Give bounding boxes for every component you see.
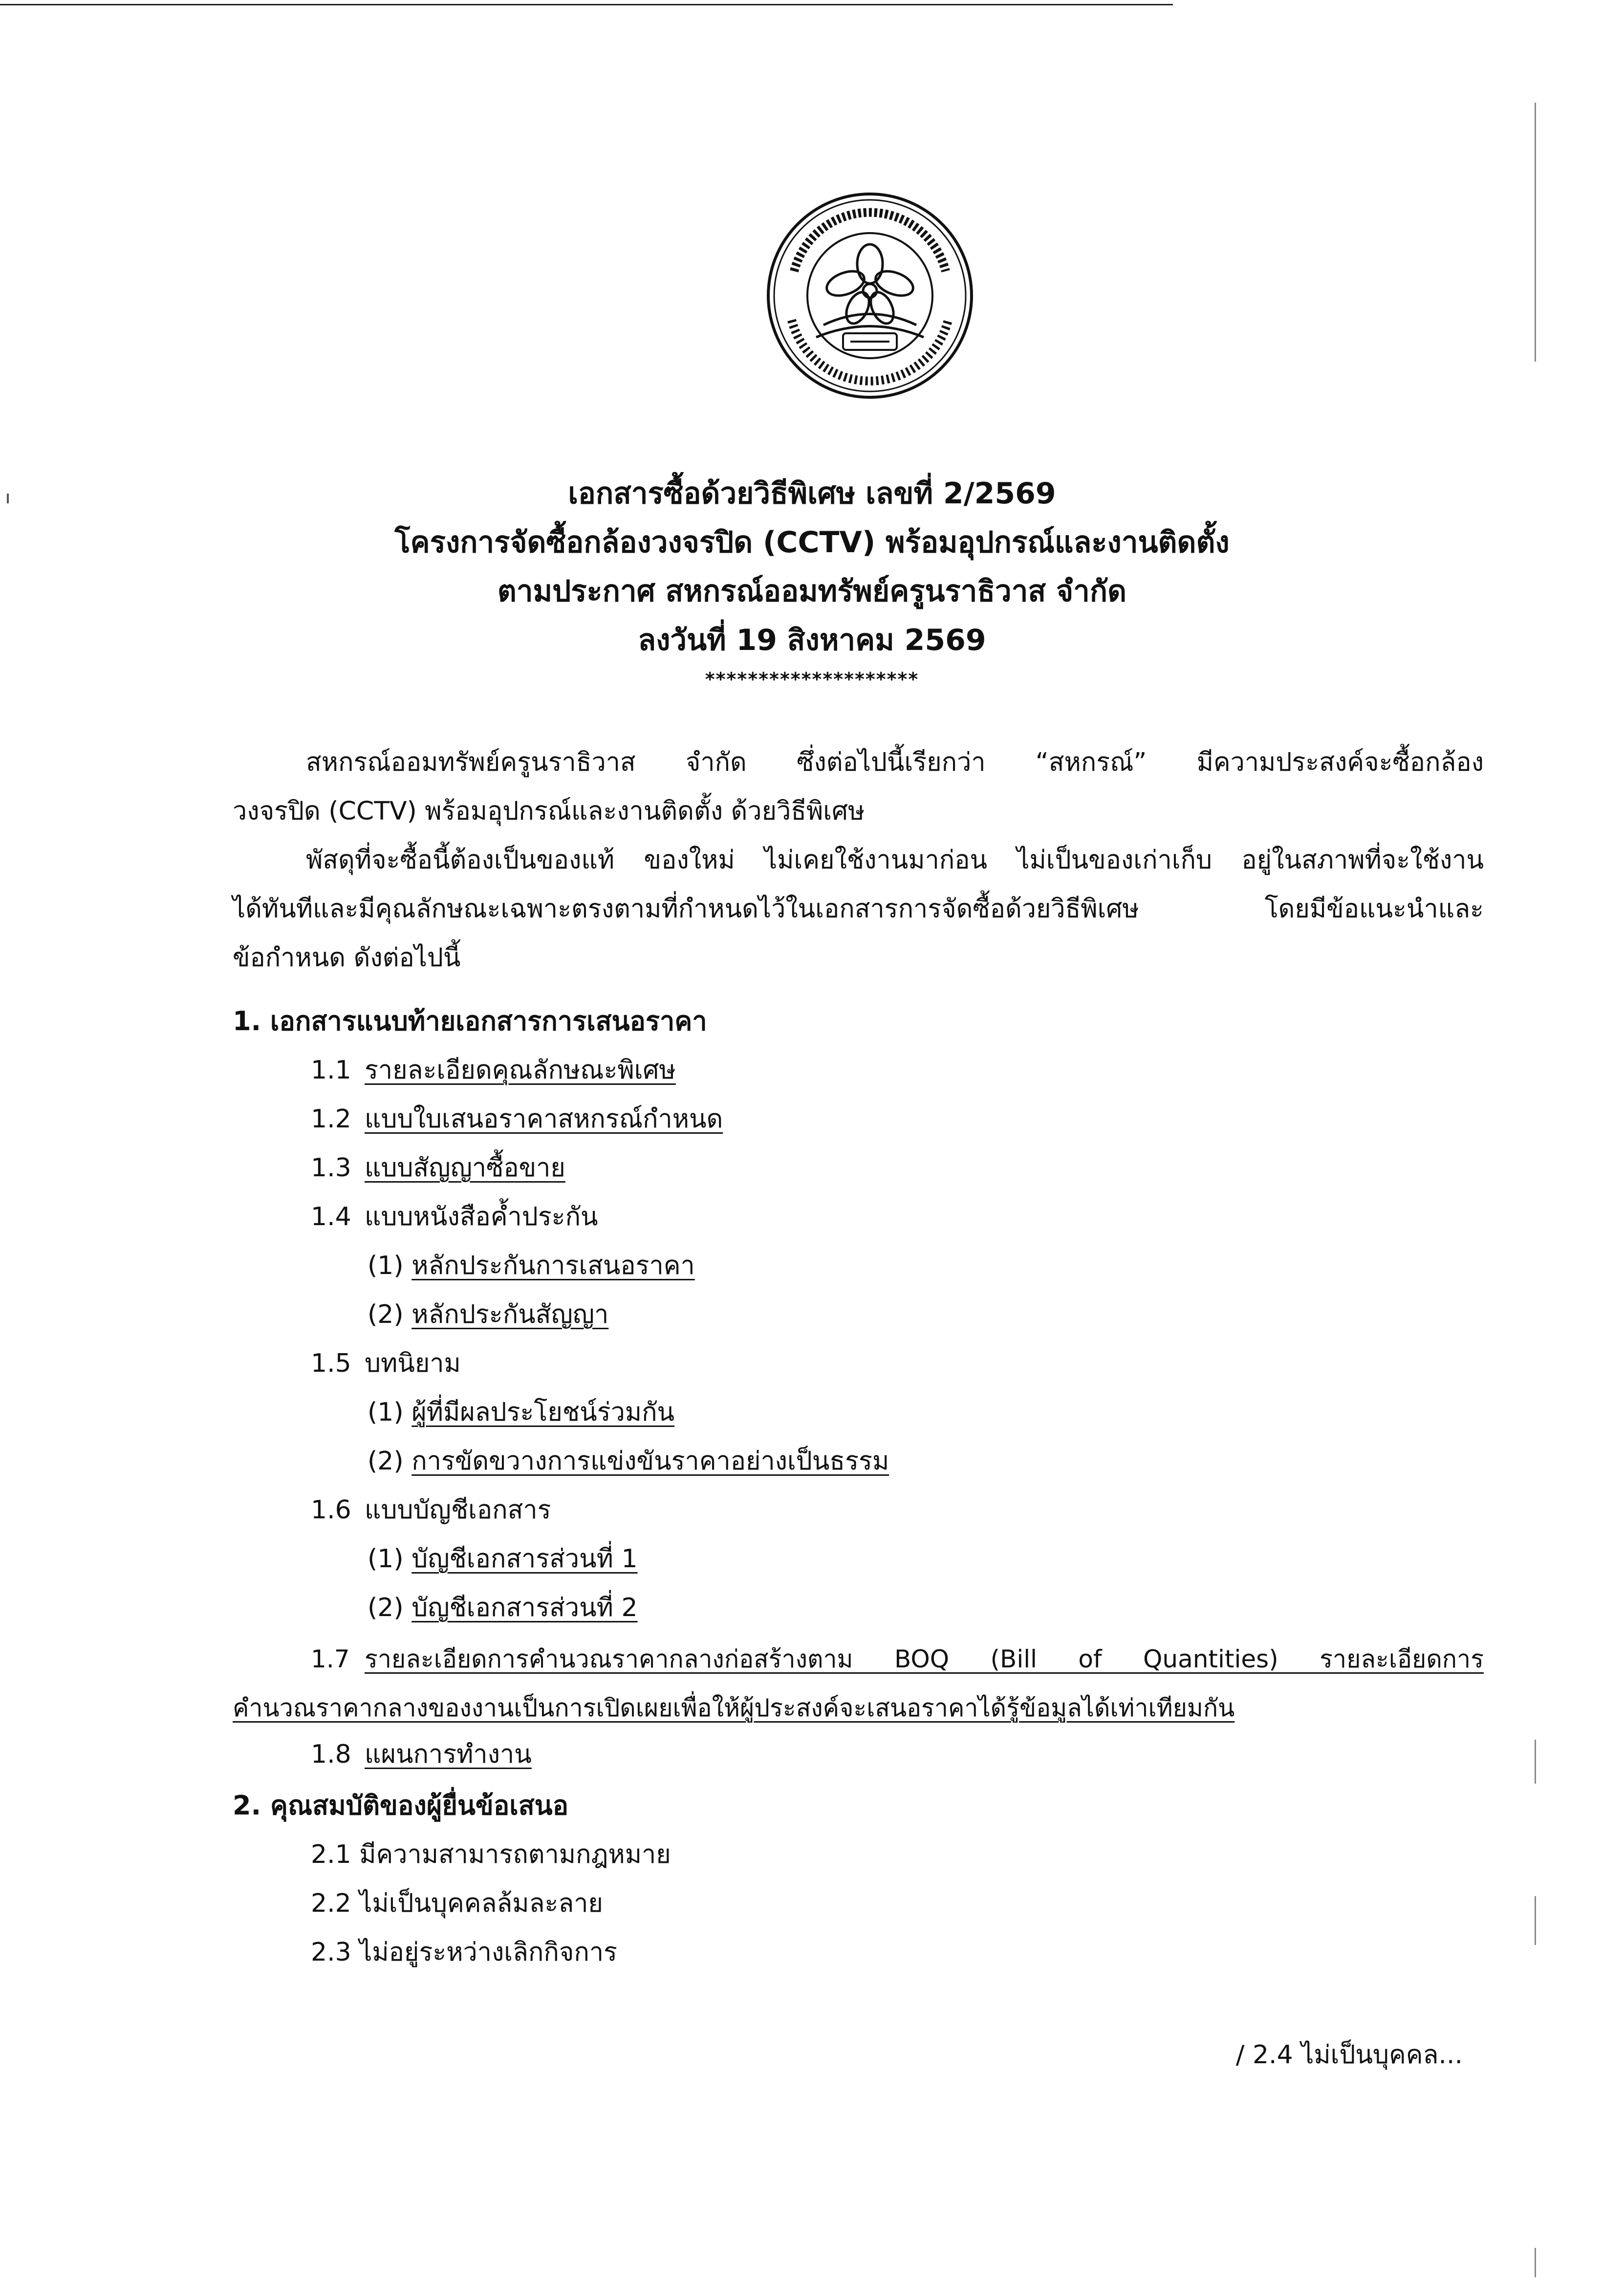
item-number: 1.1 xyxy=(311,1056,351,1085)
intro-paragraph-1 xyxy=(233,738,1484,836)
title-document-number: เอกสารซื้อด้วยวิธีพิเศษ เลขที่ 2/2569 xyxy=(568,476,1056,511)
attachment-link-doc-list-2: บัญชีเอกสารส่วนที่ 2 xyxy=(411,1593,638,1622)
cooperative-seal-logo xyxy=(765,191,975,401)
boq-line2-row xyxy=(233,1684,1484,1732)
attachment-link-common-interest: ผู้ที่มีผลประโยชน์ร่วมกัน xyxy=(411,1398,675,1427)
attachment-link-boq: รายละเอียดการคำนวณราคากลางก่อสร้างตาม BOQ (Bill of Quantities) รายละเอียดการ xyxy=(365,1645,1484,1673)
title-project-name: โครงการจัดซื้อกล้องวงจรปิด (CCTV) พร้อมอุปกรณ์และงานติดตั้ง xyxy=(394,525,1230,560)
qualification-item: 2.2 ไม่เป็นบุคคลล้มละลาย xyxy=(311,1889,603,1918)
intro-paragraph-2 xyxy=(233,836,1484,982)
item-number: 1.2 xyxy=(311,1104,351,1134)
list-item xyxy=(311,1195,598,1239)
subitem-number: (2) xyxy=(368,1593,404,1622)
document-title-block xyxy=(0,469,1624,694)
item-text: บทนิยาม xyxy=(365,1349,461,1378)
item-number: 1.3 xyxy=(311,1153,351,1183)
list-subitem xyxy=(368,1439,889,1483)
list-subitem xyxy=(368,1586,638,1630)
section-2-heading: 2. คุณสมบัติของผู้ยื่นข้อเสนอ xyxy=(233,1790,569,1821)
list-item-boq xyxy=(233,1635,1484,1732)
intro-p1-line2: วงจรปิด (CCTV) พร้อมอุปกรณ์และงานติดตั้ง ด้วยวิธีพิเศษ xyxy=(233,797,865,826)
attachment-link-doc-list-1: บัญชีเอกสารส่วนที่ 1 xyxy=(411,1544,638,1574)
item-number: 1.4 xyxy=(311,1202,351,1231)
title-announcement: ตามประกาศ สหกรณ์ออมทรัพย์ครูนราธิวาส จำกัด xyxy=(497,574,1127,608)
scan-edge-mark xyxy=(1535,1740,1536,1784)
attachment-link-fair-competition: การขัดขวางการแข่งขันราคาอย่างเป็นธรรม xyxy=(411,1447,889,1476)
section-1-heading: 1. เอกสารแนบท้ายเอกสารการเสนอราคา xyxy=(233,1006,707,1037)
item-number: 1.5 xyxy=(311,1349,351,1378)
list-item xyxy=(311,1341,461,1385)
item-number: 1.6 xyxy=(311,1495,351,1525)
intro-p1-line1: สหกรณ์ออมทรัพย์ครูนราธิวาส จำกัด ซึ่งต่อไปนี้เรียกว่า “สหกรณ์” มีความประสงค์จะซื้อกล้อง xyxy=(306,748,1484,777)
item-number: 1.8 xyxy=(311,1740,351,1769)
qualification-item: 2.1 มีความสามารถตามกฎหมาย xyxy=(311,1840,671,1869)
subitem-number: (1) xyxy=(368,1398,404,1427)
list-subitem xyxy=(368,1537,638,1581)
list-subitem xyxy=(368,1293,608,1337)
list-item xyxy=(311,1097,723,1141)
list-item xyxy=(311,1048,676,1092)
list-subitem xyxy=(368,1244,695,1288)
title-separator-stars: ******************** xyxy=(705,669,919,690)
scan-edge-mark xyxy=(1535,1896,1536,1945)
intro-p2-line1: พัสดุที่จะซื้อนี้ต้องเป็นของแท้ ของใหม่ ไม่เคยใช้งานมาก่อน ไม่เป็นของเก่าเก็บ อยู่ในสภาพที่จะใช้งาน xyxy=(306,845,1484,875)
attachment-link-contract: แบบสัญญาซื้อขาย xyxy=(365,1153,565,1183)
attachment-link-quote-form: แบบใบเสนอราคาสหกรณ์กำหนด xyxy=(365,1104,723,1134)
attachment-link-work-plan: แผนการทำงาน xyxy=(365,1740,532,1769)
list-item xyxy=(311,1146,565,1190)
attachment-link-boq-cont: คำนวณราคากลางของงานเป็นการเปิดเผยเพื่อให้ผู้ประสงค์จะเสนอราคาได้รู้ข้อมูลได้เท่าเทียมกัน xyxy=(233,1694,1235,1722)
item-text: แบบบัญชีเอกสาร xyxy=(365,1495,551,1525)
scan-edge-mark xyxy=(1535,103,1536,362)
title-date: ลงวันที่ 19 สิงหาคม 2569 xyxy=(638,623,986,657)
attachment-link-contract-guarantee: หลักประกันสัญญา xyxy=(411,1300,609,1329)
list-subitem xyxy=(368,1390,674,1434)
intro-p2-line2: ได้ทันทีและมีคุณลักษณะเฉพาะตรงตามที่กำหนดไว้ในเอกสารการจัดซื้อด้วยวิธีพิเศษ โดยมีข้อแนะนำและ xyxy=(233,894,1484,924)
list-item xyxy=(311,1732,532,1776)
subitem-number: (1) xyxy=(368,1544,404,1574)
attachment-link-spec: รายละเอียดคุณลักษณะพิเศษ xyxy=(365,1056,676,1085)
attachment-link-bid-guarantee: หลักประกันการเสนอราคา xyxy=(411,1251,695,1280)
list-item xyxy=(311,1488,551,1532)
page-continuation-note: / 2.4 ไม่เป็นบุคคล... xyxy=(1235,2040,1463,2070)
boq-line1-row xyxy=(233,1635,1484,1684)
subitem-number: (1) xyxy=(368,1251,404,1280)
subitem-number: (2) xyxy=(368,1447,404,1476)
scan-top-border xyxy=(0,4,1173,5)
item-number: 1.7 xyxy=(311,1645,350,1673)
scan-edge-mark xyxy=(1535,2248,1536,2277)
item-text: แบบหนังสือค้ำประกัน xyxy=(365,1202,598,1231)
subitem-number: (2) xyxy=(368,1300,404,1329)
qualification-item: 2.3 ไม่อยู่ระหว่างเลิกกิจการ xyxy=(311,1938,617,1967)
intro-p2-line3: ข้อกำหนด ดังต่อไปนี้ xyxy=(233,943,461,972)
